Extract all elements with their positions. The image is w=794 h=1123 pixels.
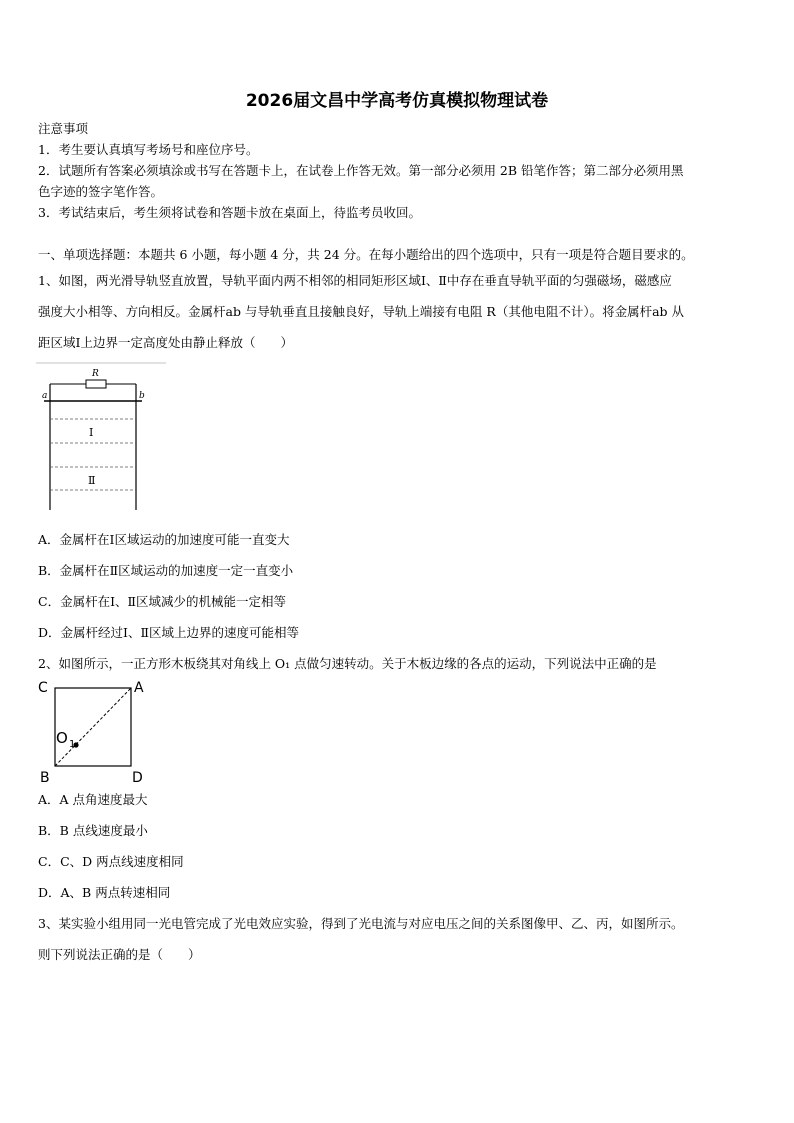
q1-stem-line: 强度大小相等、方向相反。金属杆ab 与导轨垂直且接触良好，导轨上端接有电阻 R（其他电阻不计）。将金属杆ab 从 bbox=[38, 304, 684, 319]
q3-stem-line: 则下列说法正确的是（ ） bbox=[38, 947, 201, 962]
pivot-o-subscript: 1 bbox=[69, 739, 76, 750]
q2-option-a: A．A 点角速度最大 bbox=[38, 792, 148, 807]
q1-option-b: B．金属杆在Ⅱ区域运动的加速度一定一直变小 bbox=[38, 563, 294, 578]
corner-c-label: C bbox=[38, 680, 48, 696]
section-heading: 一、单项选择题：本题共 6 小题，每小题 4 分，共 24 分。在每小题给出的四个选项中，只有一项是符合题目要求的。 bbox=[38, 247, 694, 262]
corner-a-label: A bbox=[134, 680, 144, 696]
q2-option-c: C．C、D 两点线速度相同 bbox=[38, 854, 184, 869]
rod-end-a-label: a bbox=[42, 391, 48, 401]
notice-item: 2．试题所有答案必须填涂或书写在答题卡上，在试卷上作答无效。第一部分必须用 2B 铅笔作答；第二部分必须用黑 bbox=[38, 163, 684, 178]
resistor-label: R bbox=[92, 369, 99, 379]
q3-stem-line: 3、某实验小组用同一光电管完成了光电效应实验，得到了光电流与对应电压之间的关系图像甲、乙、丙，如图所示。 bbox=[38, 916, 684, 931]
rod-end-b-label: b bbox=[139, 391, 145, 401]
q1-option-c: C．金属杆在Ⅰ、Ⅱ区域减少的机械能一定相等 bbox=[38, 594, 286, 609]
region-1-label: Ⅰ bbox=[89, 426, 94, 439]
corner-d-label: D bbox=[132, 770, 143, 786]
page-title: 2026届文昌中学高考仿真模拟物理试卷 bbox=[245, 91, 549, 111]
notice-item: 色字迹的签字笔作答。 bbox=[38, 184, 164, 199]
q2-stem: 2、如图所示，一正方形木板绕其对角线上 O₁ 点做匀速转动。关于木板边缘的各点的运动，下列说法中正确的是 bbox=[38, 656, 657, 671]
q1-stem-line: 距区域Ⅰ上边界一定高度处由静止释放（ ） bbox=[38, 335, 293, 350]
notice-heading: 注意事项 bbox=[38, 121, 89, 136]
pivot-o-label: O bbox=[56, 729, 68, 747]
q1-option-a: A．金属杆在Ⅰ区域运动的加速度可能一直变大 bbox=[38, 532, 290, 547]
q1-rail-figure bbox=[36, 360, 166, 516]
notice-item: 1．考生要认真填写考场号和座位序号。 bbox=[38, 142, 259, 157]
notice-item: 3．考试结束后，考生须将试卷和答题卡放在桌面上，待监考员收回。 bbox=[38, 205, 421, 220]
corner-b-label: B bbox=[40, 770, 50, 786]
q2-square-figure bbox=[36, 676, 156, 784]
q1-option-d: D．金属杆经过Ⅰ、Ⅱ区域上边界的速度可能相等 bbox=[38, 625, 299, 640]
q1-stem-line: 1、如图，两光滑导轨竖直放置，导轨平面内两不相邻的相同矩形区域Ⅰ、Ⅱ中存在垂直导轨平面的匀强磁场，磁感应 bbox=[38, 273, 672, 288]
q2-option-b: B．B 点线速度最小 bbox=[38, 823, 148, 838]
region-2-label: Ⅱ bbox=[88, 474, 96, 487]
q2-option-d: D．A、B 两点转速相同 bbox=[38, 885, 171, 900]
